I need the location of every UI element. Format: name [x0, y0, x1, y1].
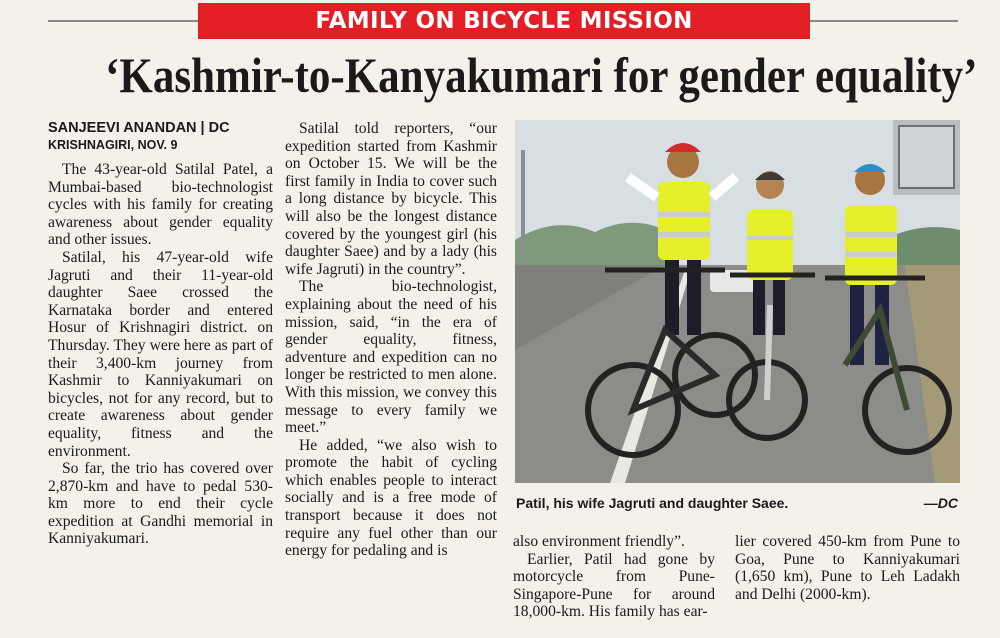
article-column-1 — [48, 120, 273, 548]
dateline: KRISHNAGIRI, NOV. 9 — [48, 138, 178, 152]
paragraph: Earlier, Patil had gone by motorcycle from Pune-Singapore-Pune for around 18,000-km. His family has ear- — [513, 550, 715, 621]
paragraph: He added, “we also wish to promote the habit of cycling which enables people to interact socially and is a free mode of transport because it does not require any fuel other than our energy for pedaling and is — [285, 436, 497, 560]
headline: ‘Kashmir-to-Kanyakumari for gender equality’ — [105, 47, 978, 103]
paragraph: lier covered 450-km from Pune to Goa, Pune to Kanniyakumari (1,650 km), Pune to Leh Ladakh and Delhi (2000-km). — [735, 533, 960, 603]
photo-caption — [516, 494, 960, 512]
paragraph: So far, the trio has covered over 2,870-km and have to pedal 530-km more to end their cycle expedition at Gandhi memorial in Kanniyakumari. — [48, 460, 273, 548]
paragraph: Satilal told reporters, “our expedition started from Kashmir on October 15. We will be the first family in India to cover such a long distance by bicycle. This will also be the longest distance covered by the youngest girl (his daughter Saee) and by a lady (his wife Jagruti) in the country”. — [285, 120, 497, 278]
article-column-3 — [513, 533, 715, 621]
paragraph: also environment friendly”. — [513, 533, 685, 550]
photo-credit: —DC — [923, 495, 958, 511]
news-photo — [515, 120, 960, 483]
byline: SANJEEVI ANANDAN | DC — [48, 120, 230, 136]
article-column-4 — [735, 533, 960, 603]
cyclists-photo-illustration — [515, 120, 960, 483]
paragraph: The bio-technologist, explaining about the need of his mission, said, “in the era of gender equality, fitness, adventure and expedition can no longer be restricted to men alone. With this mission, we convey this message to every family we meet.” — [285, 278, 497, 437]
paragraph: The 43-year-old Satilal Patel, a Mumbai-based bio-technologist cycles with his family for creating awareness about gender equality and other issues. — [48, 161, 273, 249]
paragraph: Satilal, his 47-year-old wife Jagruti and their 11-year-old daughter Saee crossed the Karnataka border and entered Hosur of Krishnagiri district. on Thursday. They were here as part of their 3,400-km journey from Kashmir to Kanniyakumari on bicycles, not for any record, but to create awareness about gender equality, fitness and the environment. — [48, 248, 273, 460]
caption-text: Patil, his wife Jagruti and daughter Saee. — [516, 495, 789, 511]
top-rule-left — [48, 20, 198, 22]
kicker-banner: FAMILY ON BICYCLE MISSION — [198, 3, 810, 39]
top-rule-right — [810, 20, 958, 22]
article-column-2 — [285, 120, 497, 560]
